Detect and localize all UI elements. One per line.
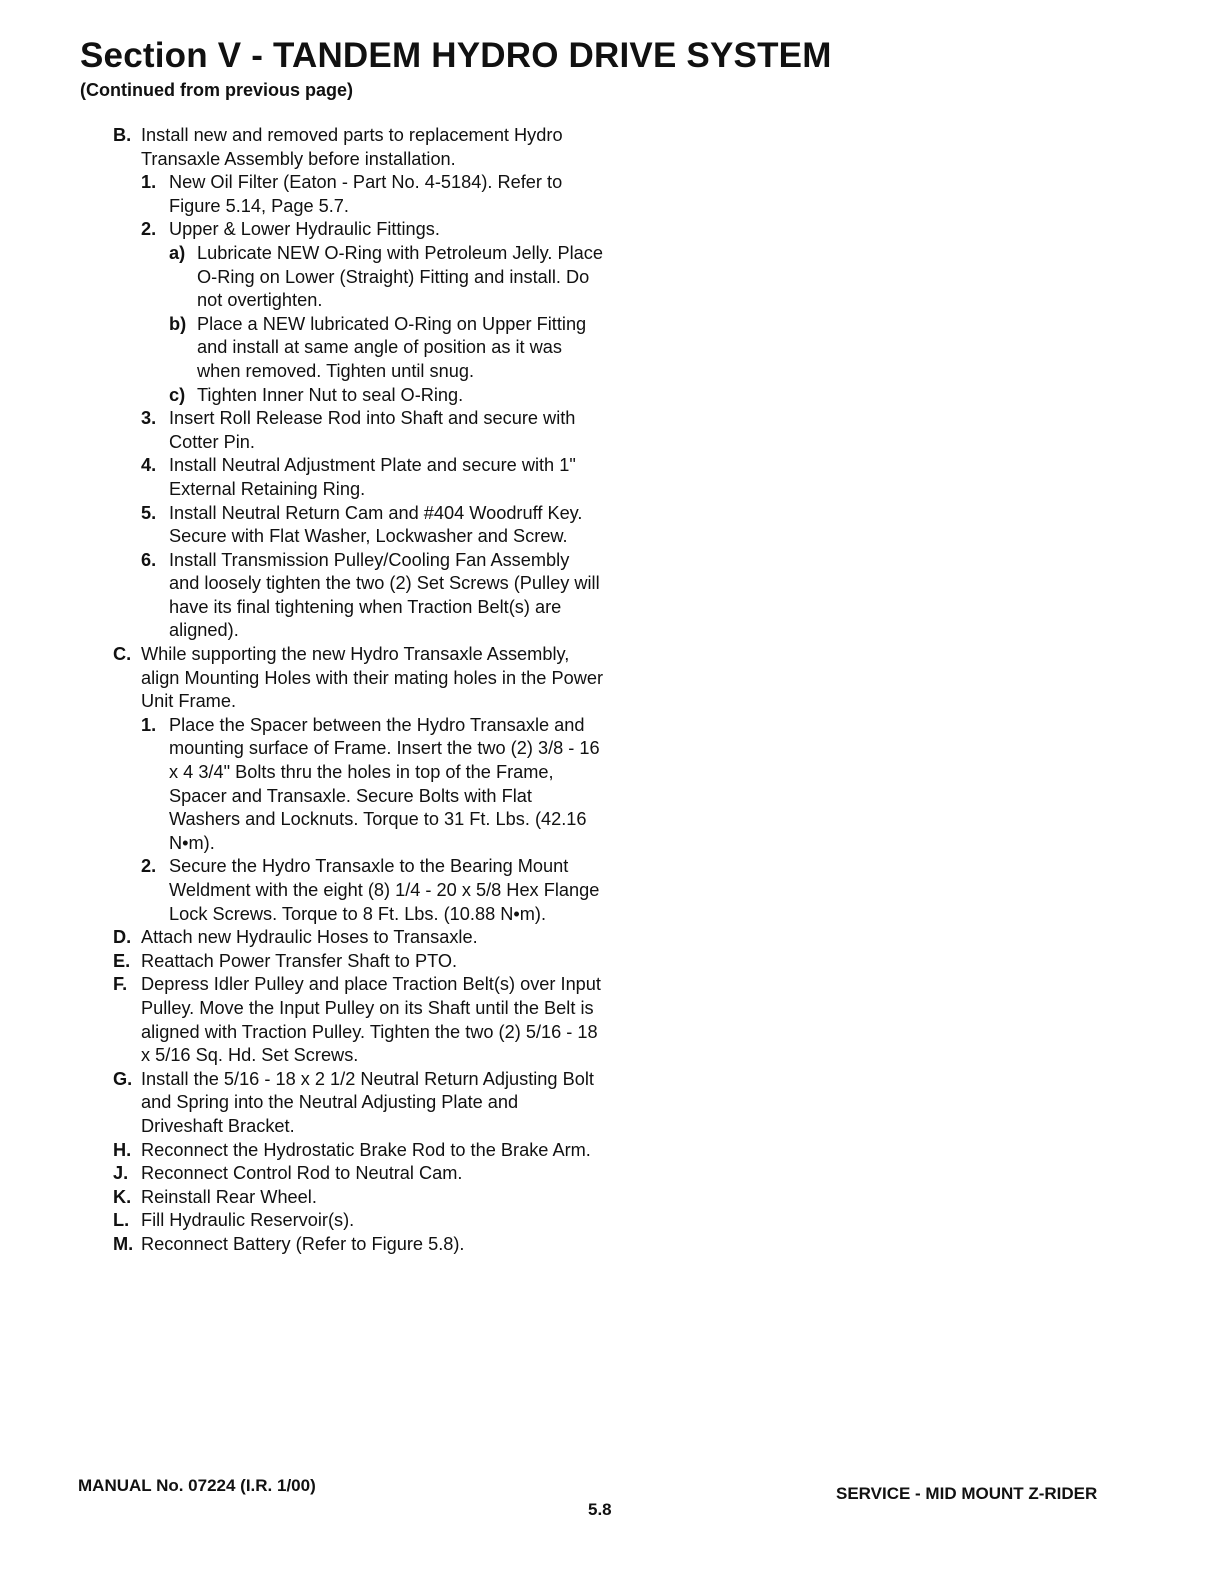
instruction-step xyxy=(113,242,603,313)
step-text: Install Transmission Pulley/Cooling Fan Assembly and loosely tighten the two (2) Set Screws (Pulley will have its final tightening when Traction Belt(s) are aligned). xyxy=(169,549,600,641)
step-label: B. xyxy=(113,125,132,145)
step-text: Reattach Power Transfer Shaft to PTO. xyxy=(141,950,458,971)
step-text: Reconnect Control Rod to Neutral Cam. xyxy=(141,1163,463,1184)
instruction-step xyxy=(113,313,603,384)
step-label: H. xyxy=(113,1139,132,1160)
step-text: Install the 5/16 - 18 x 2 1/2 Neutral Return Adjusting Bolt and Spring into the Neutral Adjusting Plate and Driveshaft Bracket. xyxy=(141,1068,594,1136)
step-text: New Oil Filter (Eaton - Part No. 4-5184). Refer to Figure 5.14, Page 5.7. xyxy=(169,172,563,216)
manual-number: MANUAL No. 07224 (I.R. 1/00) xyxy=(78,1476,316,1495)
instruction-step xyxy=(113,384,603,408)
instruction-step xyxy=(113,973,603,1067)
page-title: Section V - TANDEM HYDRO DRIVE SYSTEM xyxy=(80,36,832,75)
step-text: Place the Spacer between the Hydro Transaxle and mounting surface of Frame. Insert the two (2) 3/8 - 16 x 4 3/4" Bolts thru the holes in top of the Frame, Spacer and Transaxle. Secure Bolts with Flat Washers and Locknuts. Torque to 31 Ft. Lbs. (42.16 N•m). xyxy=(169,714,600,853)
instruction-step xyxy=(113,950,603,974)
step-text: Place a NEW lubricated O-Ring on Upper Fitting and install at same angle of position as it was when removed. Tighten until snug. xyxy=(197,313,587,381)
step-label: G. xyxy=(113,1068,133,1089)
instruction-step xyxy=(113,926,603,950)
step-label: a) xyxy=(169,242,186,263)
step-label: 2. xyxy=(141,856,157,877)
step-text: Reconnect Battery (Refer to Figure 5.8). xyxy=(141,1233,465,1254)
step-text: Upper & Lower Hydraulic Fittings. xyxy=(169,219,440,240)
page-subtitle: (Continued from previous page) xyxy=(80,80,354,100)
step-label: K. xyxy=(113,1186,132,1207)
step-text: Install Neutral Adjustment Plate and secure with 1" External Retaining Ring. xyxy=(169,455,576,499)
step-text: Fill Hydraulic Reservoir(s). xyxy=(141,1210,355,1231)
step-text: Attach new Hydraulic Hoses to Transaxle. xyxy=(141,927,478,948)
instruction-step xyxy=(113,171,603,218)
step-label: E. xyxy=(113,950,131,971)
page-number: 5.8 xyxy=(588,1500,612,1519)
instruction-step xyxy=(113,218,603,242)
instruction-step xyxy=(113,1186,603,1210)
step-label: 3. xyxy=(141,408,157,429)
step-label: 2. xyxy=(141,219,157,240)
step-label: c) xyxy=(169,384,186,405)
instruction-step xyxy=(113,502,603,549)
step-text: Depress Idler Pulley and place Traction Belt(s) over Input Pulley. Move the Input Pulley on its Shaft until the Belt is aligned with Traction Pulley. Tighten the two (2) 5/16 - 18 x 5/16 Sq. Hd. Set Screws. xyxy=(141,974,601,1066)
instruction-step xyxy=(113,454,603,501)
instruction-step xyxy=(113,643,603,714)
step-text: Reinstall Rear Wheel. xyxy=(141,1186,317,1207)
step-label: 1. xyxy=(141,714,157,735)
instruction-step xyxy=(113,855,603,926)
step-label: 6. xyxy=(141,549,157,570)
step-text: Tighten Inner Nut to seal O-Ring. xyxy=(197,384,464,405)
step-text: While supporting the new Hydro Transaxle Assembly, align Mounting Holes with their mating holes in the Power Unit Frame. xyxy=(141,644,604,712)
step-text: Install Neutral Return Cam and #404 Woodruff Key. Secure with Flat Washer, Lockwasher and Screw. xyxy=(169,502,583,547)
instruction-step xyxy=(113,1068,603,1139)
step-text: Secure the Hydro Transaxle to the Bearing Mount Weldment with the eight (8) 1/4 - 20 x 5/8 Hex Flange Lock Screws. Torque to 8 Ft. Lbs. (10.88 N•m). xyxy=(169,856,600,924)
instruction-step xyxy=(113,407,603,454)
step-label: 1. xyxy=(141,172,157,193)
instruction-step xyxy=(113,1233,603,1257)
step-label: D. xyxy=(113,927,132,948)
instruction-step xyxy=(113,1209,603,1233)
product-name: SERVICE - MID MOUNT Z-RIDER xyxy=(836,1484,1098,1503)
step-label: M. xyxy=(113,1233,134,1254)
instruction-list xyxy=(113,124,603,1257)
step-label: C. xyxy=(113,644,132,665)
step-label: 4. xyxy=(141,455,157,476)
step-label: J. xyxy=(113,1163,129,1184)
step-text: Reconnect the Hydrostatic Brake Rod to the Brake Arm. xyxy=(141,1139,591,1160)
instruction-step xyxy=(113,549,603,643)
step-label: 5. xyxy=(141,502,157,523)
step-text: Install new and removed parts to replacement Hydro Transaxle Assembly before installation. xyxy=(141,125,563,169)
instruction-step xyxy=(113,1139,603,1163)
step-text: Insert Roll Release Rod into Shaft and secure with Cotter Pin. xyxy=(169,408,576,452)
step-text: Lubricate NEW O-Ring with Petroleum Jelly. Place O-Ring on Lower (Straight) Fitting and install. Do not overtighten. xyxy=(197,242,603,311)
instruction-step xyxy=(113,124,603,171)
step-label: L. xyxy=(113,1210,130,1231)
step-label: b) xyxy=(169,313,187,334)
instruction-step xyxy=(113,1162,603,1186)
step-label: F. xyxy=(113,974,128,995)
instruction-step xyxy=(113,714,603,856)
